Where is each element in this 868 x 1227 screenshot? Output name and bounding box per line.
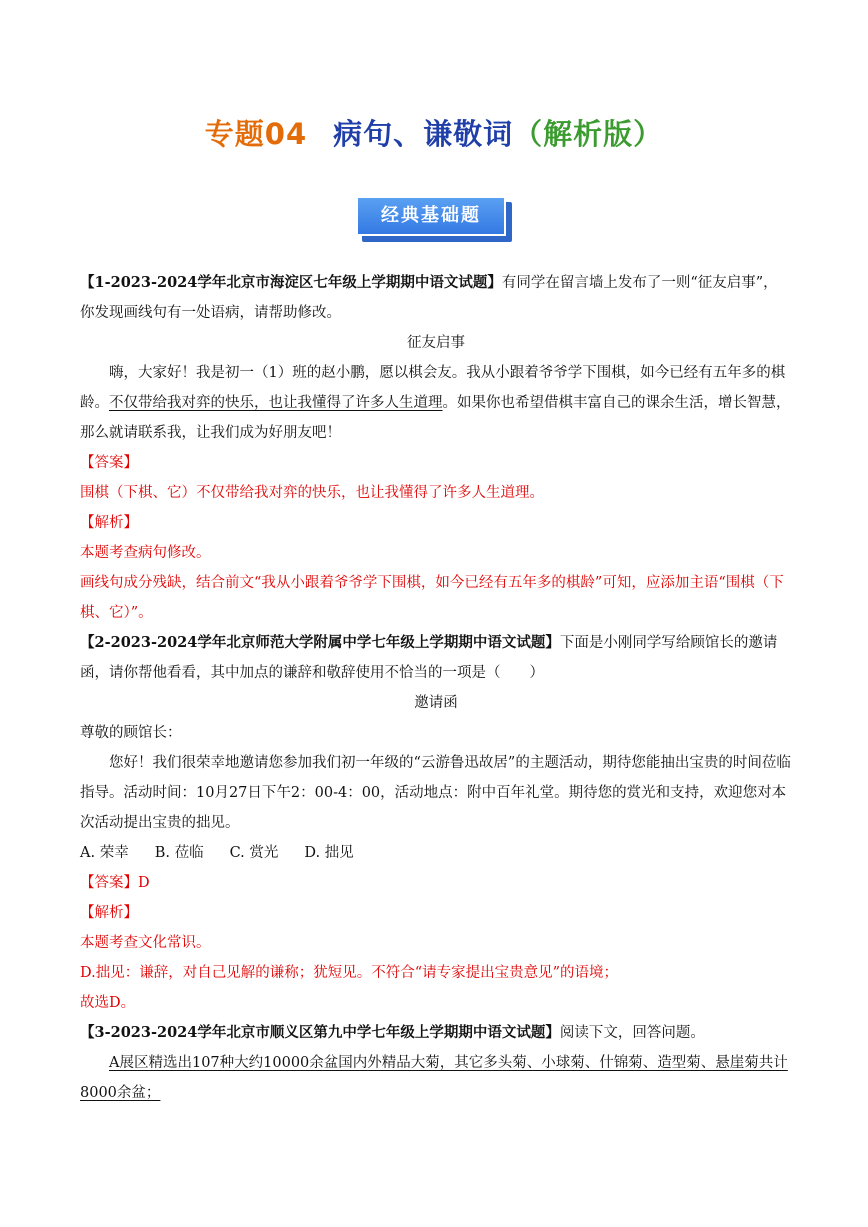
- q3-prompt: 阅读下文，回答问题。: [559, 1025, 705, 1041]
- q1-stem: [80, 268, 792, 328]
- q2-source: 【2-2023-2024学年北京师范大学附属中学七年级上学期期中语文试题】: [80, 634, 560, 651]
- document-content: [80, 268, 792, 1108]
- q2-analysis-2: D.拙见：谦辞，对自己见解的谦称；犹短见。不符合“请专家提出宝贵意见”的语境；: [80, 965, 619, 981]
- q1-source: 【1-2023-2024学年北京市海淀区七年级上学期期中语文试题】: [80, 274, 502, 291]
- q2-body: 您好！我们很荣幸地邀请您参加我们初一年级的“云游鲁迅故居”的主题活动，期待您能抽出宝贵的时间莅临指导。活动时间：10月27日下午2：00-4：00，活动地点：附中百年礼堂。期待您的赏光和支持，欢迎您对本次活动提出宝贵的拙见。: [80, 755, 791, 831]
- q2-option-b: B. 莅临: [154, 845, 204, 861]
- q2-salutation: 尊敬的顾馆长：: [80, 725, 182, 741]
- q2-option-d: D. 拙见: [304, 845, 354, 861]
- q1-body: [80, 358, 792, 448]
- q2-analysis-label: 【解析】: [80, 905, 138, 921]
- section-badge: [356, 196, 514, 244]
- q2-analysis-1: 本题考查文化常识。: [80, 935, 211, 951]
- q2-analysis-3: 故选D。: [80, 995, 136, 1011]
- q2-doc-title: 邀请函: [414, 695, 458, 711]
- q2-answer: [80, 868, 792, 898]
- badge-label: 经典基础题: [356, 196, 506, 236]
- q1-analysis-label: 【解析】: [80, 515, 138, 531]
- title-topic-name: 病句、谦敬词: [333, 117, 514, 151]
- q1-analysis-1: 本题考查病句修改。: [80, 545, 211, 561]
- page-title: [0, 112, 868, 153]
- q1-answer-label: 【答案】: [80, 455, 138, 471]
- q1-answer: 围棋（下棋、它）不仅带给我对弈的快乐，也让我懂得了许多人生道理。: [80, 485, 544, 501]
- q1-underlined-sentence: 不仅带给我对弈的快乐，也让我懂得了许多人生道理: [109, 395, 443, 411]
- q2-prompt: 下面是小刚同学写给顾馆长的邀请函，请你帮他看看，其中加点的谦辞和敬辞使用不恰当的一项是（ ）: [80, 635, 778, 681]
- q2-answer-label: 【答案】: [80, 875, 138, 891]
- q1-body-post: 。如果你也希望借棋丰富自己的课余生活，增长智慧，那么就请联系我，让我们成为好朋友吧！: [80, 395, 791, 441]
- q2-answer-value: D: [138, 875, 150, 891]
- q1-doc-title: 征友启事: [407, 335, 465, 351]
- q1-body-pre: 嗨，大家好！我是初一（1）班的赵小鹏，愿以棋会友。我从小跟着爷爷学下围棋，如今已经有五年多的棋龄。: [80, 365, 786, 411]
- q2-stem: [80, 628, 792, 688]
- q1-prompt: 有同学在留言墙上发布了一则“征友启事”，你发现画线句有一处语病，请帮助修改。: [80, 275, 778, 321]
- q2-options: [80, 838, 792, 868]
- q3-source: 【3-2023-2024学年北京市顺义区第九中学七年级上学期期中语文试题】: [80, 1024, 560, 1041]
- q3-underlined-sentence: A展区精选出107种大约10000余盆国内外精品大菊，其它多头菊、小球菊、什锦菊、造型菊、悬崖菊共计8000余盆；: [80, 1055, 788, 1101]
- q1-analysis-2: 画线句成分残缺，结合前文“我从小跟着爷爷学下围棋，如今已经有五年多的棋龄”可知，应添加主语“围棋（下棋、它）”。: [80, 575, 784, 621]
- q2-option-a: A. 荣幸: [80, 845, 129, 861]
- q3-stem: [80, 1018, 792, 1048]
- title-edition: （解析版）: [513, 117, 664, 151]
- q2-option-c: C. 赏光: [229, 845, 279, 861]
- q3-body: [80, 1048, 792, 1108]
- title-topic-number: 专题04: [204, 117, 308, 151]
